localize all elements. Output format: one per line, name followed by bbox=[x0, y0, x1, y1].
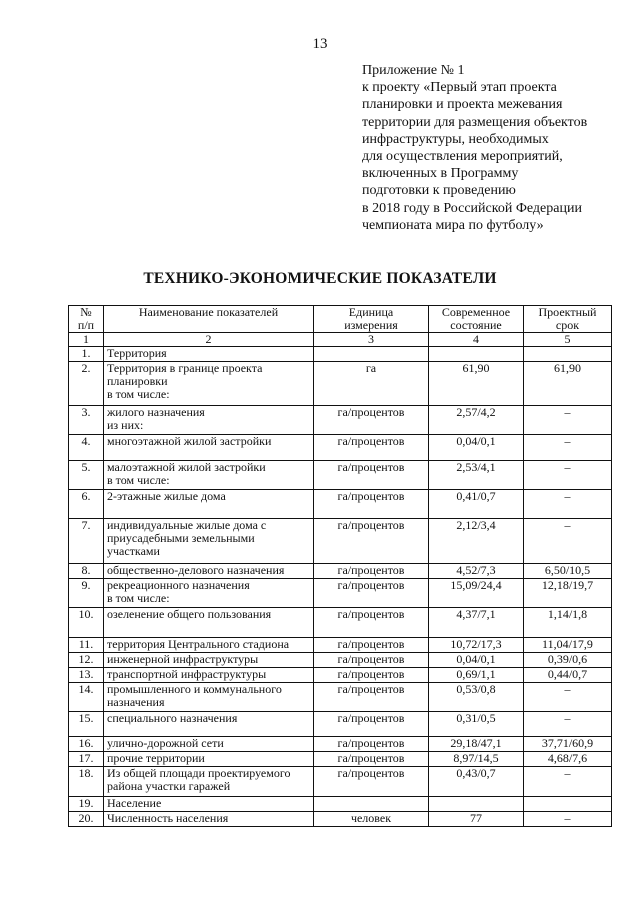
project-value-cell: 0,39/0,6 bbox=[524, 653, 612, 668]
indicator-name-line: в том числе: bbox=[107, 473, 170, 487]
column-index: 5 bbox=[524, 333, 612, 347]
project-value-cell: – bbox=[524, 767, 612, 797]
table-row bbox=[69, 653, 612, 668]
project-value-cell bbox=[524, 797, 612, 812]
row-number: 6. bbox=[69, 490, 104, 519]
current-value-cell bbox=[429, 797, 524, 812]
table-row bbox=[69, 638, 612, 653]
project-value-cell: 61,90 bbox=[524, 362, 612, 406]
row-number: 18. bbox=[69, 767, 104, 797]
appendix-line: в 2018 году в Российской Федерации bbox=[362, 200, 582, 216]
indicator-name-line: улично-дорожной сети bbox=[107, 736, 224, 750]
unit-cell bbox=[314, 797, 429, 812]
indicator-name bbox=[104, 638, 314, 653]
project-value-cell: 6,50/10,5 bbox=[524, 564, 612, 579]
project-value-cell: – bbox=[524, 812, 612, 827]
row-number: 12. bbox=[69, 653, 104, 668]
project-value-cell: 1,14/1,8 bbox=[524, 608, 612, 638]
row-number: 1. bbox=[69, 347, 104, 362]
table-row bbox=[69, 347, 612, 362]
indicator-name-line: озеленение общего пользования bbox=[107, 607, 272, 621]
project-value-cell: 12,18/19,7 bbox=[524, 579, 612, 608]
row-number: 11. bbox=[69, 638, 104, 653]
indicator-name-line: из них: bbox=[107, 418, 144, 432]
header-name: Наименование показателей bbox=[104, 306, 314, 333]
column-index: 2 bbox=[104, 333, 314, 347]
appendix-line: Приложение № 1 bbox=[362, 63, 465, 78]
current-value-cell: 4,37/7,1 bbox=[429, 608, 524, 638]
row-number: 16. bbox=[69, 737, 104, 752]
row-number: 19. bbox=[69, 797, 104, 812]
unit-cell: га/процентов bbox=[314, 767, 429, 797]
indicator-name bbox=[104, 712, 314, 737]
document-title: ТЕХНИКО-ЭКОНОМИЧЕСКИЕ ПОКАЗАТЕЛИ bbox=[143, 270, 497, 287]
indicator-name bbox=[104, 653, 314, 668]
project-value-cell: – bbox=[524, 519, 612, 564]
indicator-name-line: Территория в границе проекта bbox=[107, 361, 263, 375]
project-value-cell: – bbox=[524, 490, 612, 519]
table-row bbox=[69, 812, 612, 827]
unit-cell: га/процентов bbox=[314, 579, 429, 608]
project-value-cell: 37,71/60,9 bbox=[524, 737, 612, 752]
column-index: 3 bbox=[314, 333, 429, 347]
indicator-name-line: в том числе: bbox=[107, 387, 170, 401]
appendix-line: для осуществления мероприятий, bbox=[362, 149, 563, 165]
appendix-line: территории для размещения объектов bbox=[362, 114, 588, 130]
unit-cell: га/процентов bbox=[314, 683, 429, 712]
row-number: 15. bbox=[69, 712, 104, 737]
indicator-name bbox=[104, 608, 314, 638]
row-number: 4. bbox=[69, 435, 104, 461]
indicator-name-line: участками bbox=[107, 544, 160, 558]
column-index: 1 bbox=[69, 333, 104, 347]
indicator-name bbox=[104, 406, 314, 435]
indicator-name-line: транспортной инфраструктуры bbox=[107, 667, 267, 681]
current-value-cell: 4,52/7,3 bbox=[429, 564, 524, 579]
unit-cell: га/процентов bbox=[314, 608, 429, 638]
header-line: Единица bbox=[348, 305, 394, 319]
indicator-name-line: Население bbox=[107, 796, 162, 810]
indicator-name-line: инженерной инфраструктуры bbox=[107, 652, 259, 666]
indicator-name-line: промышленного и коммунального bbox=[107, 682, 282, 696]
unit-cell: га/процентов bbox=[314, 564, 429, 579]
project-value-cell: 4,68/7,6 bbox=[524, 752, 612, 767]
indicator-name-line: многоэтажной жилой застройки bbox=[107, 434, 272, 448]
row-number: 5. bbox=[69, 461, 104, 490]
indicator-name-line: приусадебными земельными bbox=[107, 531, 255, 545]
current-value-cell: 0,69/1,1 bbox=[429, 668, 524, 683]
unit-cell: человек bbox=[314, 812, 429, 827]
project-value-cell: – bbox=[524, 461, 612, 490]
table-row bbox=[69, 608, 612, 638]
current-value-cell: 2,12/3,4 bbox=[429, 519, 524, 564]
unit-cell: га bbox=[314, 362, 429, 406]
indicator-name-line: 2-этажные жилые дома bbox=[107, 489, 226, 503]
current-value-cell: 0,04/0,1 bbox=[429, 653, 524, 668]
row-number: 13. bbox=[69, 668, 104, 683]
indicator-name bbox=[104, 435, 314, 461]
table-row bbox=[69, 767, 612, 797]
unit-cell: га/процентов bbox=[314, 435, 429, 461]
current-value-cell: 2,57/4,2 bbox=[429, 406, 524, 435]
unit-cell: га/процентов bbox=[314, 668, 429, 683]
appendix-line: планировки и проекта межевания bbox=[362, 97, 563, 113]
table-header-row bbox=[69, 306, 612, 333]
table-body bbox=[69, 347, 612, 827]
indicator-name bbox=[104, 737, 314, 752]
table-row bbox=[69, 683, 612, 712]
indicator-name-line: назначения bbox=[107, 695, 165, 709]
header-line: срок bbox=[555, 318, 580, 332]
table-row bbox=[69, 490, 612, 519]
row-number: 7. bbox=[69, 519, 104, 564]
indicator-name-line: в том числе: bbox=[107, 591, 170, 605]
indicators-table bbox=[68, 305, 612, 827]
table-row bbox=[69, 668, 612, 683]
indicator-name bbox=[104, 519, 314, 564]
table-row bbox=[69, 435, 612, 461]
current-value-cell: 61,90 bbox=[429, 362, 524, 406]
project-value-cell: 11,04/17,9 bbox=[524, 638, 612, 653]
page-number: 13 bbox=[312, 36, 328, 52]
current-value-cell: 8,97/14,5 bbox=[429, 752, 524, 767]
project-value-cell: – bbox=[524, 435, 612, 461]
current-value-cell bbox=[429, 347, 524, 362]
table-row bbox=[69, 752, 612, 767]
header-project bbox=[524, 306, 612, 333]
current-value-cell: 0,43/0,7 bbox=[429, 767, 524, 797]
row-number: 9. bbox=[69, 579, 104, 608]
indicator-name-line: индивидуальные жилые дома с bbox=[107, 518, 267, 532]
table-row bbox=[69, 579, 612, 608]
unit-cell: га/процентов bbox=[314, 638, 429, 653]
indicator-name-line: Из общей площади проектируемого bbox=[107, 766, 291, 780]
header-unit bbox=[314, 306, 429, 333]
unit-cell: га/процентов bbox=[314, 519, 429, 564]
indicator-name-line: рекреационного назначения bbox=[107, 578, 250, 592]
unit-cell: га/процентов bbox=[314, 490, 429, 519]
current-value-cell: 77 bbox=[429, 812, 524, 827]
current-value-cell: 2,53/4,1 bbox=[429, 461, 524, 490]
indicator-name-line: территория Центрального стадиона bbox=[107, 637, 290, 651]
header-num bbox=[69, 306, 104, 333]
header-line: п/п bbox=[77, 318, 95, 332]
indicator-name bbox=[104, 797, 314, 812]
row-number: 8. bbox=[69, 564, 104, 579]
indicator-name-line: специального назначения bbox=[107, 711, 238, 725]
project-value-cell: 0,44/0,7 bbox=[524, 668, 612, 683]
indicator-name bbox=[104, 812, 314, 827]
indicator-name-line: планировки bbox=[107, 374, 168, 388]
header-current bbox=[429, 306, 524, 333]
indicator-name-line: района участки гаражей bbox=[107, 779, 231, 793]
appendix-line: инфраструктуры, необходимых bbox=[362, 131, 549, 147]
header-line: состояние bbox=[450, 318, 502, 332]
indicator-name bbox=[104, 362, 314, 406]
current-value-cell: 0,04/0,1 bbox=[429, 435, 524, 461]
indicator-name bbox=[104, 564, 314, 579]
row-number: 17. bbox=[69, 752, 104, 767]
row-number: 3. bbox=[69, 406, 104, 435]
indicator-name-line: Численность населения bbox=[107, 811, 229, 825]
current-value-cell: 15,09/24,4 bbox=[429, 579, 524, 608]
table-row bbox=[69, 797, 612, 812]
current-value-cell: 0,53/0,8 bbox=[429, 683, 524, 712]
table-row bbox=[69, 406, 612, 435]
table-row bbox=[69, 712, 612, 737]
project-value-cell: – bbox=[524, 683, 612, 712]
header-line: измерения bbox=[344, 318, 398, 332]
indicator-name-line: общественно-делового назначения bbox=[107, 563, 285, 577]
indicator-name bbox=[104, 767, 314, 797]
appendix-line: подготовки к проведению bbox=[362, 183, 516, 199]
current-value-cell: 0,41/0,7 bbox=[429, 490, 524, 519]
indicator-name bbox=[104, 579, 314, 608]
appendix-line: включенных в Программу bbox=[362, 166, 519, 182]
indicator-name bbox=[104, 752, 314, 767]
indicator-name-line: прочие территории bbox=[107, 751, 205, 765]
row-number: 2. bbox=[69, 362, 104, 406]
indicator-name bbox=[104, 490, 314, 519]
indicator-name bbox=[104, 461, 314, 490]
indicator-name-line: жилого назначения bbox=[107, 405, 205, 419]
unit-cell bbox=[314, 347, 429, 362]
current-value-cell: 0,31/0,5 bbox=[429, 712, 524, 737]
header-line: № bbox=[80, 305, 92, 319]
unit-cell: га/процентов bbox=[314, 406, 429, 435]
appendix-line: чемпионата мира по футболу» bbox=[362, 217, 544, 233]
row-number: 14. bbox=[69, 683, 104, 712]
table-row bbox=[69, 362, 612, 406]
column-index: 4 bbox=[429, 333, 524, 347]
indicator-name-line: Территория bbox=[107, 346, 167, 360]
project-value-cell bbox=[524, 347, 612, 362]
header-line: Современное bbox=[441, 305, 511, 319]
project-value-cell: – bbox=[524, 712, 612, 737]
current-value-cell: 10,72/17,3 bbox=[429, 638, 524, 653]
unit-cell: га/процентов bbox=[314, 653, 429, 668]
table-row bbox=[69, 519, 612, 564]
indicator-name bbox=[104, 347, 314, 362]
unit-cell: га/процентов bbox=[314, 461, 429, 490]
row-number: 10. bbox=[69, 608, 104, 638]
table-row bbox=[69, 461, 612, 490]
table-row bbox=[69, 564, 612, 579]
unit-cell: га/процентов bbox=[314, 752, 429, 767]
unit-cell: га/процентов bbox=[314, 712, 429, 737]
appendix-block bbox=[362, 62, 632, 234]
row-number: 20. bbox=[69, 812, 104, 827]
unit-cell: га/процентов bbox=[314, 737, 429, 752]
current-value-cell: 29,18/47,1 bbox=[429, 737, 524, 752]
column-index-row bbox=[69, 333, 612, 347]
header-line: Проектный bbox=[538, 305, 597, 319]
indicator-name-line: малоэтажной жилой застройки bbox=[107, 460, 266, 474]
indicator-name bbox=[104, 683, 314, 712]
project-value-cell: – bbox=[524, 406, 612, 435]
indicator-name bbox=[104, 668, 314, 683]
table-row bbox=[69, 737, 612, 752]
appendix-line: к проекту «Первый этап проекта bbox=[362, 80, 557, 96]
